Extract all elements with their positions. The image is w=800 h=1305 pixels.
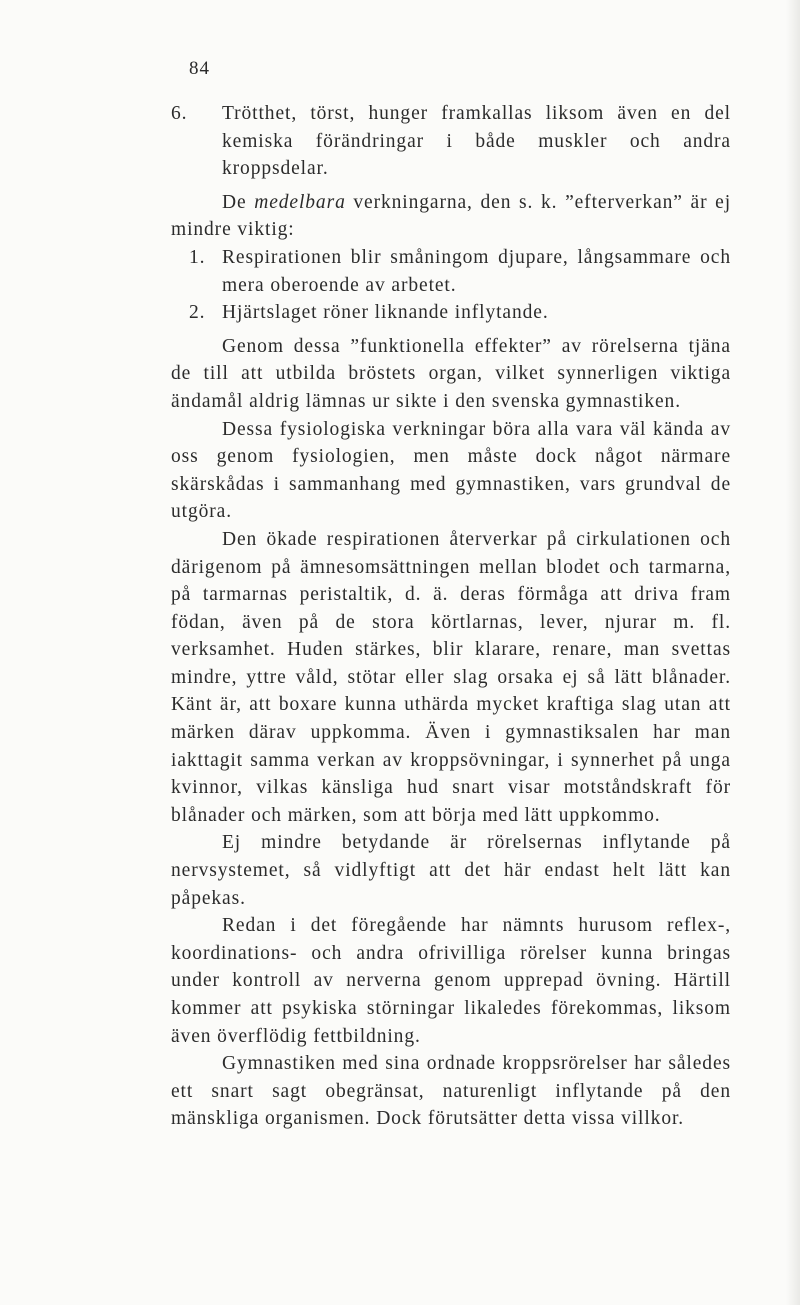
- page-edge-shadow: [786, 0, 800, 1305]
- paragraph-gymnastiken: Gymnastiken med sina ordnade kroppsrörelser har således ett snart sagt obegränsat, naturenligt inflytande på den mänskliga organismen. Dock förutsätter detta vissa villkor.: [171, 1053, 731, 1130]
- list-number: 6.: [171, 103, 188, 124]
- list-item-text: Hjärtslaget röner liknande inflytande.: [222, 302, 549, 324]
- page-number: 84: [189, 58, 210, 79]
- list-item-text: Trötthet, törst, hunger framkallas liksom även en del kemiska förändringar i både muskler och andra kroppsdelar.: [222, 103, 731, 180]
- paragraph-medelbara-lead: De: [222, 191, 255, 213]
- emphasis-medelbara: medelbara: [254, 191, 346, 213]
- paragraph-ej: Ej mindre betydande är rörelsernas inflytande på nervsystemet, så vidlyftigt att det här endast helt lätt kan påpekas.: [171, 832, 731, 909]
- paragraph-den: Den ökade respirationen återverkar på cirkulationen och därigenom på ämnesomsättningen mellan blodet och tarmarna, på tarmarnas peristaltik, d. ä. deras förmåga att driva fram födan, även på de stora körtlarnas, lever, njurar m. fl. verksamhet. Huden stärkes, blir klarare, renare, man svettas mindre, yttre våld, stötar eller slag orsaka ej så lätt blånader. Känt är, att boxare kunna uthärda mycket kraftiga slag utan att märken därav uppkomma. Även i gymnastiksalen har man iakttagit samma verkan av kroppsövningar, i synnerhet på unga kvinnor, vilkas känsliga hud snart visar motståndskraft för blånader och märken, som att börja med lätt uppkommo.: [171, 528, 731, 826]
- paragraph-medelbara: [171, 189, 731, 244]
- list-item-text: Respirationen blir småningom djupare, långsammare och mera oberoende av arbetet.: [222, 246, 731, 296]
- list-item-1: [171, 244, 731, 299]
- list-number: 1.: [189, 246, 206, 268]
- body-text: [171, 100, 731, 1133]
- list-item-6: [171, 100, 731, 183]
- paragraph-redan: Redan i det föregående har nämnts hurusom reflex-, koordinations- och andra ofrivilliga rörelser kunna bringas under kontroll av nerverna genom upprepad övning. Härtill kommer att psykiska störningar likaledes förekommas, liksom även överflödig fettbildning.: [171, 915, 731, 1047]
- list-item-2: [171, 299, 731, 327]
- list-number: 2.: [189, 302, 206, 324]
- paragraph-medelbara-rest: verkningarna, den s. k. ”efterverkan” är ej mindre viktig:: [171, 191, 732, 241]
- paragraph-genom: Genom dessa ”funktionella effekter” av rörelserna tjäna de till att utbilda bröstets organ, vilket synnerligen viktiga ändamål aldrig lämnas ur sikte i den svenska gymnastiken.: [171, 335, 731, 412]
- paragraph-dessa: Dessa fysiologiska verkningar böra alla vara väl kända av oss genom fysiologien, men måste dock något närmare skärskådas i sammanhang med gymnastiken, vars grundval de utgöra.: [171, 418, 731, 523]
